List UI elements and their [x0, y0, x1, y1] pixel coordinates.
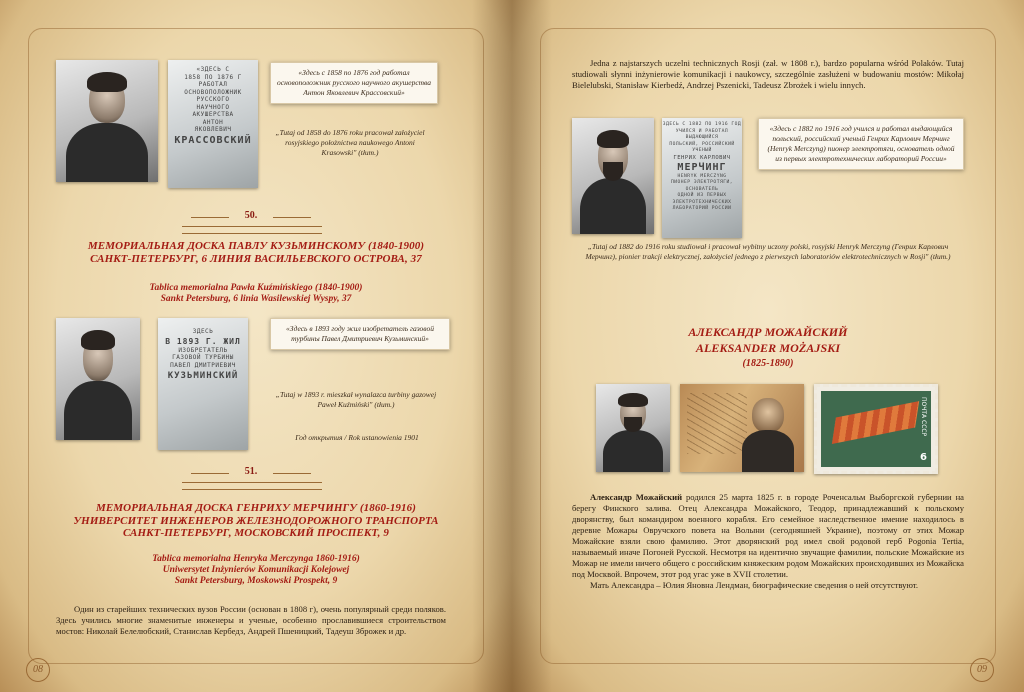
- quote-kuzminsky-pl: „Tutaj w 1893 r. mieszkał wynalazca turbiny gazowej Paweł Kuźmiński" (tłum.): [275, 390, 437, 409]
- mozhaysky-title: АЛЕКСАНДР МОЖАЙСКИЙ ALEKSANDER MOŻAJSKI (1825-1890): [688, 325, 848, 369]
- portrait-mozhaysky: [596, 384, 670, 472]
- entry-51-title-pl: Tablica memorialna Henryka Merczynga 1860-1916) Uniwersytet Inżynierów Komunikacji Kolejowej Sankt Petersburg, Moskowski Prospekt, 9: [152, 554, 360, 586]
- quote-krasovsky-ru: «Здесь с 1858 по 1876 год работал основоположник русского научного акушерства Антон Яковлевич Крассовский»: [270, 62, 438, 104]
- page-number-right: 09: [970, 658, 994, 682]
- right-page: [512, 0, 1024, 692]
- plaque-merczyng: ЗДЕСЬ С 1882 ПО 1916 ГОД УЧИЛСЯ И РАБОТАЛ ВЫДАЮЩИЙСЯ ПОЛЬСКИЙ, РОССИЙСКИЙ УЧЕНЫЙ ГЕНРИХ КАРЛОВИЧ МЕРЧИНГ HENRYK MERCZYNG ПИОНЕР ЭЛЕКТРОТЯГИ, ОСНОВАТЕЛЬ ОДНОЙ ИЗ ПЕРВЫХ ЭЛЕКТРОТЕХНИЧЕСКИХ ЛАБОРАТОРИЙ РОССИИ: [662, 118, 742, 238]
- quote-krasovsky-pl: „Tutaj od 1858 do 1876 roku pracował założyciel rosyjskiego położnictwa naukowego Antoni Krasowski" (tłum.): [275, 128, 425, 157]
- mozhaysky-biography: Александр Можайский родился 25 марта 1825 г. в городе Роченсальм Выборгской губернии на берегу Финского залива. Отец Александра Можайского, Теодор, принадлежавший к польскому дворянству, был командиром военного корабля. Его семейное наследственное имение находилось в деревне Можары Овручского повета на Волыни (сегодняшней Украине), поэтому от этих Можар Можайские взяли свою фамилию. Этот дворянский род имел свой родовой герб Pogonia Tertia, называемый иначе Погоней Русской. Несмотря на идентично звучащие фамилии, польские Можайские из Можар не имели ничего общего с российским княжеским родом Можайских происходивших из Можайска под Москвой. Впрочем, этот род угас уже в XVII столетии. Мать Александра – Юлия Яновна Лендман, биографические сведения о ней отсутствуют.: [572, 492, 964, 590]
- entry-50-title-pl: Tablica memorialna Pawła Kuźmińskiego (1840-1900) Sankt Petersburg, 6 linia Wasilewskiej Wyspy, 37: [149, 283, 363, 304]
- ornament-divider: [182, 482, 322, 490]
- entry-number-50: 50.: [191, 210, 311, 221]
- entry-number-51: 51.: [191, 466, 311, 477]
- entry-50-title-ru: МЕМОРИАЛЬНАЯ ДОСКА ПАВЛУ КУЗЬМИНСКОМУ (1840-1900) САНКТ-ПЕТЕРБУРГ, 6 ЛИНИЯ ВАСИЛЬЕВСКОГО ОСТРОВА, 37: [87, 240, 425, 265]
- quote-merczyng-ru: «Здесь с 1882 по 1916 год учился и работал выдающийся польский, российский ученый Генрих Карлович Мерчинг (Henryk Merczyng) пионер электротяги, основатель одной из первых электротехнических лабораторий России»: [758, 118, 964, 170]
- opening-year: Год открытия / Rok ustanowienia 1901: [295, 433, 419, 442]
- plaque-krasovsky: «ЗДЕСЬ С 1858 ПО 1876 Г РАБОТАЛ ОСНОВОПОЛОЖНИК РУССКОГО НАУЧНОГО АКУШЕРСТВА АНТОН ЯКОВЛЕВИЧ КРАССОВСКИЙ: [168, 60, 258, 188]
- ussr-postage-stamp: ПОЧТА СССР 6: [814, 384, 938, 474]
- plaque-kuzminsky: ЗДЕСЬ В 1893 Г. ЖИЛ ИЗОБРЕТАТЕЛЬ ГАЗОВОЙ ТУРБИНЫ ПАВЕЛ ДМИТРИЕВИЧ КУЗЬМИНСКИЙ: [158, 318, 248, 450]
- portrait-merczyng: [572, 118, 654, 234]
- portrait-krasovsky: [56, 60, 158, 182]
- page-number-left: 08: [26, 658, 50, 682]
- quote-merczyng-pl: „Tutaj od 1882 do 1916 roku studiował i pracował wybitny uczony polski, rosyjski Henryk Merczyng (Генрих Карлович Мерчинг), pionier trakcji elektrycznej, założyciel jednego z pierwszych laboratoriów elektrotechnicznych w Rosji" (tłum.): [585, 242, 951, 261]
- university-body-pl: Jedna z najstarszych uczelni technicznych Rosji (zał. w 1808 r.), bardzo popularna wśród Polaków. Tutaj studiowali słynni inżynierowie komunikacji i naukowcy, szczególnie zasłużeni w budowaniu mostów: Mikołaj Bielelubski, Stanisław Kierbedź, Andrzej Pszenicki, Tadeusz Zbrożek i wielu innych.: [572, 58, 964, 90]
- ornament-divider: [182, 226, 322, 234]
- portrait-kuzminsky: [56, 318, 140, 440]
- entry-51-title-ru: МЕМОРИАЛЬНАЯ ДОСКА ГЕНРИХУ МЕРЧИНГУ (1860-1916) УНИВЕРСИТЕТ ИНЖЕНЕРОВ ЖЕЛЕЗНОДОРОЖНОГО ТРАНСПОРТА САНКТ-ПЕТЕРБУРГ, МОСКОВСКИЙ ПРОСПЕКТ, 9: [73, 502, 439, 539]
- quote-kuzminsky-ru: «Здесь в 1893 году жил изобретатель газовой турбины Павел Дмитриевич Кузьминский»: [270, 318, 450, 350]
- entry-51-body-ru: Один из старейших технических вузов России (основан в 1808 г), очень популярный среди поляков. Здесь учились многие знаменитые инженеры и ученые, особенно прославившиеся строительством мостов: Николай Белелюбский, Станислав Кербедз, Андрей Пшеницкий, Тадеуш Зброжек и др.: [56, 604, 446, 636]
- mozhaysky-engraving-image: [680, 384, 804, 472]
